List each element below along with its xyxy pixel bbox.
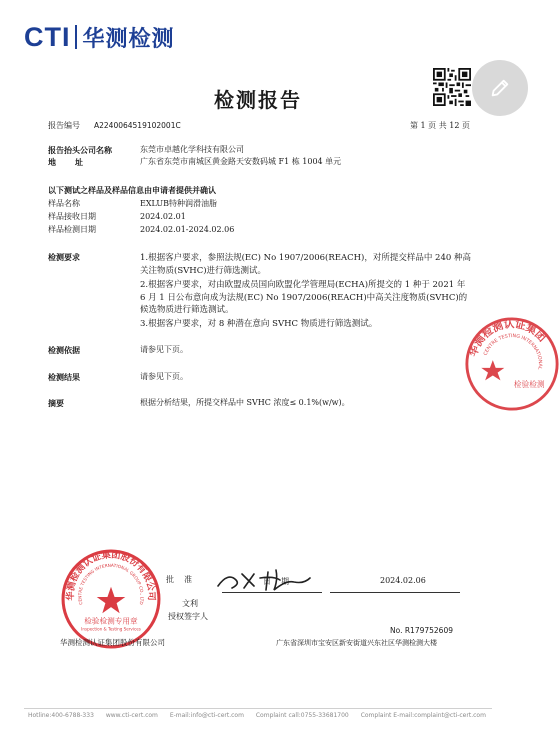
sample-name-label: 样品名称 xyxy=(48,199,80,208)
footer-email[interactable]: E-mail:info@cti-cert.com xyxy=(169,712,244,719)
client-address-label: 地 址 xyxy=(48,157,84,167)
footer-divider xyxy=(24,708,492,709)
report-number-label: 报告编号 xyxy=(48,121,80,130)
client-company: 东莞市卓越化学科技有限公司 xyxy=(140,145,244,154)
sample-received-label: 样品接收日期 xyxy=(48,212,96,221)
footer-website[interactable]: www.cti-cert.com xyxy=(105,712,158,719)
stamp-bottom-ring-text: 华测检测认证集团股份有限公司 xyxy=(65,549,157,601)
result-label: 检测结果 xyxy=(48,372,80,382)
stamp-right-center-text: 检验检测 xyxy=(513,380,545,390)
official-stamp-bottom xyxy=(60,548,162,650)
summary-label: 摘要 xyxy=(48,398,64,408)
stamp-bottom-ring-text-en: CENTRE TESTING INTERNATIONAL GROUP CO., LTD xyxy=(78,563,144,605)
requirements-label: 检测要求 xyxy=(48,252,80,262)
sample-name: EXLUB特种润滑油脂 xyxy=(140,199,218,208)
result-value: 请参见下页。 xyxy=(140,372,188,381)
approve-label: 批 准 xyxy=(166,575,193,584)
stamp-right-ring-text: 华测检测认证集团 xyxy=(467,318,549,359)
client-address: 广东省东莞市南城区黄金路天安数码城 F1 栋 1004 单元 xyxy=(140,157,342,166)
requirement-item-2: 2.根据客户要求，对由欧盟成员国向欧盟化学管理局(ECHA)所提交的 1 种于 2021 年 6 月 1 日公布意向成为法规(EC) No 1907/2006(REACH)中高关注度物质(SVHC)的候选物质进行筛选测试。 xyxy=(140,280,468,315)
summary-value: 根据分析结果，所提交样品中 SVHC 浓度≤ 0.1%(w/w)。 xyxy=(140,398,350,407)
issuer-address: 广东省深圳市宝安区新安街道兴东社区华测检测大楼 xyxy=(276,639,437,647)
requirement-item-1: 1.根据客户要求，参照法规(EC) No 1907/2006(REACH)，对所提交样品中 240 种高关注物质(SVHC)进行筛选测试。 xyxy=(140,253,471,276)
signature-line xyxy=(222,592,322,593)
sample-received-date: 2024.02.01 xyxy=(140,212,186,221)
company-logo xyxy=(24,22,175,52)
footer-complaint-email[interactable]: Complaint E-mail:complaint@cti-cert.com xyxy=(360,712,486,719)
signer-title: 授权签字人 xyxy=(168,612,208,621)
page-info: 第 1 页 共 12 页 xyxy=(410,121,470,130)
basis-value: 请参见下页。 xyxy=(140,345,188,354)
sign-date: 2024.02.06 xyxy=(380,576,426,585)
client-company-label: 报告抬头公司名称 xyxy=(48,145,112,155)
issuer-company: 华测检测认证集团股份有限公司 xyxy=(60,638,165,647)
date-line xyxy=(330,592,460,593)
report-title: 检测报告 xyxy=(214,88,302,112)
sample-test-date-label: 样品检测日期 xyxy=(48,225,96,234)
stamp-right-ring-text-en: CENTRE TESTING INTERNATIONAL xyxy=(483,334,542,370)
logo-cti-text: CTI xyxy=(24,21,71,52)
date-label: 日 期 xyxy=(263,577,290,586)
official-stamp-right xyxy=(464,316,560,412)
logo-company-name: 华测检测 xyxy=(82,26,175,52)
footer xyxy=(28,712,498,719)
footer-hotline: Hotline:400-6788-333 xyxy=(28,712,94,719)
sample-test-date: 2024.02.01-2024.02.06 xyxy=(140,225,235,234)
logo-separator xyxy=(75,25,77,49)
basis-label: 检测依据 xyxy=(48,345,80,355)
signer-name: 文利 xyxy=(182,599,198,608)
stamp-bottom-center-text: 检验检测专用章 xyxy=(84,616,138,626)
footer-complaint-call: Complaint call:0755-33681700 xyxy=(255,712,349,719)
stamp-bottom-center-text-en: Inspection & Testing Services xyxy=(81,626,141,632)
requirement-item-3: 3.根据客户要求，对 8 种潜在意向 SVHC 物质进行筛选测试。 xyxy=(140,319,378,329)
document-number: No. R179752609 xyxy=(390,626,453,635)
sample-intro: 以下测试之样品及样品信息由申请者提供并确认 xyxy=(48,185,216,195)
report-number: A2240064519102001C xyxy=(94,121,181,130)
